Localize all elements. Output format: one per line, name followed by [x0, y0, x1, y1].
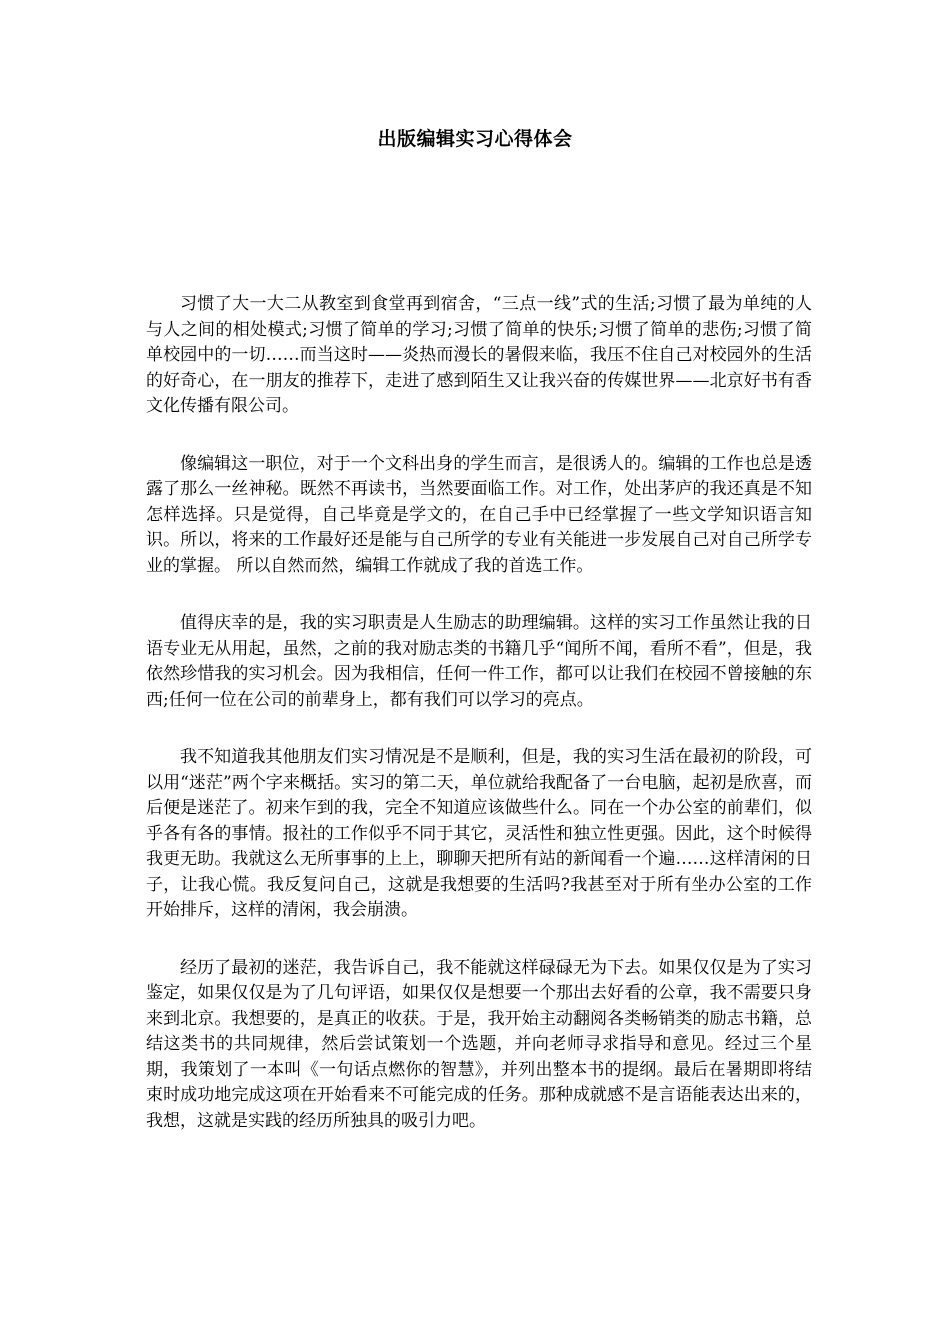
document-title: 出版编辑实习心得体会 — [377, 128, 573, 150]
paragraph-1: 习惯了大一大二从教室到食堂再到宿舍，“三点一线”式的生活;习惯了最为单纯的人与人之间的相处模式;习惯了简单的学习;习惯了简单的快乐;习惯了简单的悲伤;习惯了简单校园中的一切……而当这时——炎热而漫长的暑假来临，我压不住自己对校园外的生活的好奇心，在一朋友的推荐下，走进了感到陌生又让我兴奋的传媒世界——北京好书有香文化传播有限公司。 — [146, 294, 812, 416]
document-body — [146, 292, 812, 1166]
paragraph-2: 像编辑这一职位，对于一个文科出身的学生而言，是很诱人的。编辑的工作也总是透露了那么一丝神秘。既然不再读书，当然要面临工作。对工作，处出茅庐的我还真是不知怎样选择。只是觉得，自己毕竟是学文的，在自己手中已经掌握了一些文学知识语言知识。所以，将来的工作最好还是能与自己所学的专业有关能进一步发展自己对自己所学专业的掌握。 所以自然而然，编辑工作就成了我的首选工作。 — [146, 453, 812, 576]
paragraph-5: 经历了最初的迷茫，我告诉自己，我不能就这样碌碌无为下去。如果仅仅是为了实习鉴定，如果仅仅是为了几句评语，如果仅仅是想要一个那出去好看的公章，我不需要只身来到北京。我想要的，是真正的收获。于是，我开始主动翻阅各类畅销类的励志书籍，总结这类书的共同规律，然后尝试策划一个选题，并向老师寻求指导和意见。经过三个星期，我策划了一本叫《一句话点燃你的智慧》，并列出整本书的提纲。最后在暑期即将结束时成功地完成这项在开始看来不可能完成的任务。那种成就感不是言语能表达出来的，我想，这就是实践的经历所独具的吸引力吧。 — [146, 957, 812, 1131]
paragraph-3: 值得庆幸的是，我的实习职责是人生励志的助理编辑。这样的实习工作虽然让我的日语专业无从用起，虽然，之前的我对励志类的书籍几乎“闻所不闻，看所不看”，但是，我依然珍惜我的实习机会。因为我相信，任何一件工作，都可以让我们在校园不曾接触的东西;任何一位在公司的前辈身上，都有我们可以学习的亮点。 — [146, 613, 812, 710]
paragraph-4: 我不知道我其他朋友们实习情况是不是顺利，但是，我的实习生活在最初的阶段，可以用“迷茫”两个字来概括。实习的第二天，单位就给我配备了一台电脑，起初是欣喜，而后便是迷茫了。初来乍到的我，完全不知道应该做些什么。同在一个办公室的前辈们，似乎各有各的事情。报社的工作似乎不同于其它，灵活性和独立性更强。因此，这个时候得我更无助。我就这么无所事事的上上，聊聊天把所有站的新闻看一个遍……这样清闲的日子，让我心慌。我反复问自己，这就是我想要的生活吗?我甚至对于所有坐办公室的工作开始排斥，这样的清闲，我会崩溃。 — [146, 747, 812, 920]
